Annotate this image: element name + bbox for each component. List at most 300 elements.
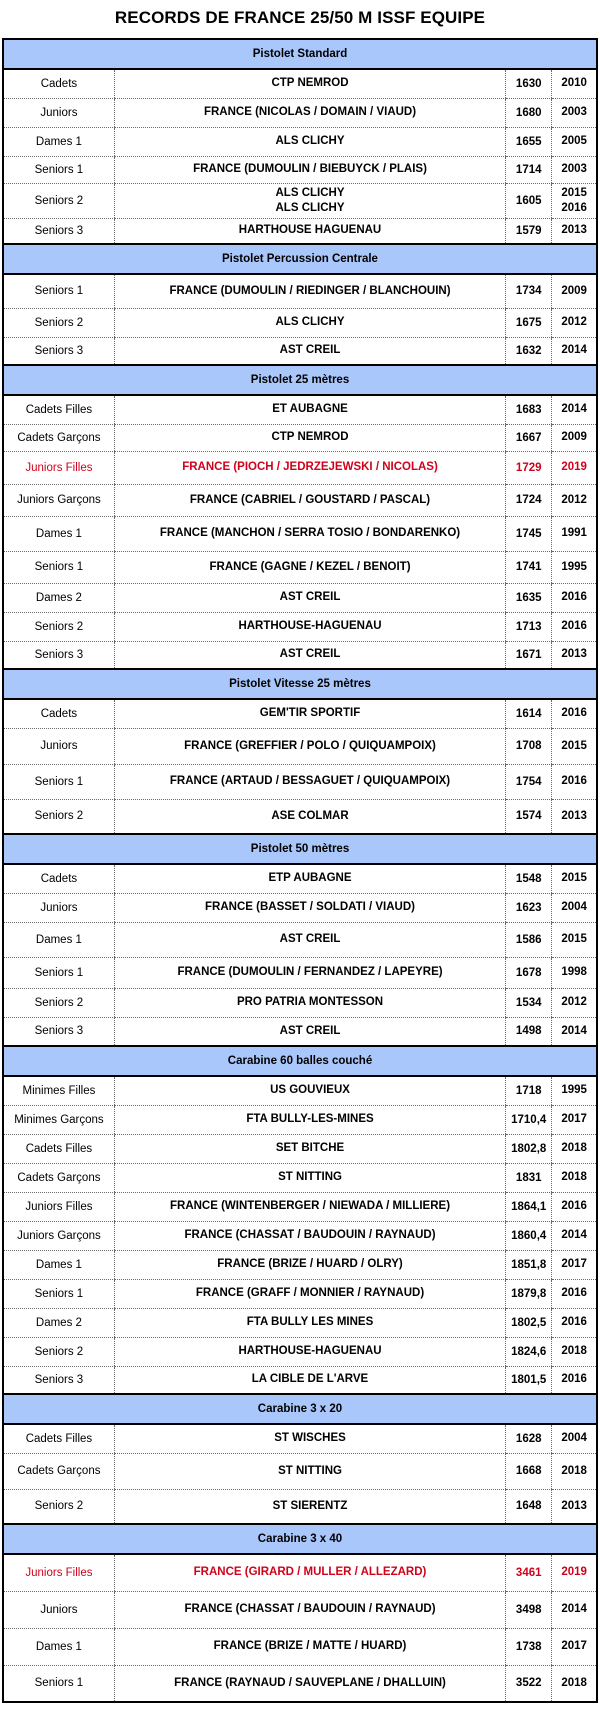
team-name: US GOUVIEUX <box>270 1084 350 1097</box>
year-cell <box>552 516 597 551</box>
year-cell <box>552 274 597 308</box>
score-cell: 1605 <box>506 183 552 218</box>
year-value: 2013 <box>561 648 587 661</box>
year-value: 2015 <box>561 739 587 752</box>
team-name: FRANCE (GREFFIER / POLO / QUIQUAMPOIX) <box>184 739 436 752</box>
year-cell <box>552 395 597 424</box>
category-cell: Juniors Filles <box>3 1192 114 1221</box>
team-cell <box>114 1076 505 1105</box>
year-cell <box>552 183 597 218</box>
section-header-carabine-60-balles-couche <box>3 1046 597 1076</box>
team-name: FTA BULLY LES MINES <box>246 1316 374 1328</box>
record-row <box>3 1105 597 1134</box>
team-name: SET BITCHE <box>275 1142 345 1154</box>
team-name: ST NITTING <box>278 1171 342 1183</box>
year-value: 2016 <box>561 1316 587 1328</box>
team-name: AST CREIL <box>279 933 341 945</box>
score-cell: 1860,4 <box>506 1221 552 1250</box>
section-title: Carabine 3 x 40 <box>3 1524 597 1554</box>
score-cell: 1683 <box>506 395 552 424</box>
section-header-pistolet-50-metres <box>3 834 597 864</box>
year-value: 2016 <box>561 591 587 603</box>
record-row <box>3 183 597 218</box>
year-cell <box>552 699 597 728</box>
section-title: Carabine 3 x 20 <box>3 1394 597 1424</box>
category-cell: Seniors 2 <box>3 183 114 218</box>
score-cell: 1708 <box>506 728 552 764</box>
category-cell: Cadets Garçons <box>3 1163 114 1192</box>
team-name: LA CIBLE DE L'ARVE <box>251 1373 369 1386</box>
score-cell: 1824,6 <box>506 1337 552 1366</box>
team-name: FRANCE (NICOLAS / DOMAIN / VIAUD) <box>203 106 417 118</box>
category-cell: Minimes Filles <box>3 1076 114 1105</box>
category-cell: Dames 1 <box>3 127 114 156</box>
year-cell <box>552 484 597 516</box>
score-cell: 1623 <box>506 893 552 922</box>
record-row <box>3 1279 597 1308</box>
record-row <box>3 127 597 156</box>
team-cell <box>114 1279 505 1308</box>
team-cell <box>114 183 505 218</box>
record-row <box>3 1221 597 1250</box>
year-value: 2018 <box>561 1464 587 1477</box>
team-name: FRANCE (ARTAUD / BESSAGUET / QUIQUAMPOIX) <box>169 775 451 787</box>
team-cell <box>114 799 505 834</box>
record-row <box>3 1134 597 1163</box>
score-cell: 1579 <box>506 218 552 244</box>
team-cell <box>114 424 505 451</box>
team-cell <box>114 988 505 1017</box>
score-cell: 1879,8 <box>506 1279 552 1308</box>
team-name: FTA BULLY-LES-MINES <box>246 1113 374 1125</box>
record-row <box>3 337 597 365</box>
team-cell <box>114 1250 505 1279</box>
category-cell: Seniors 2 <box>3 1489 114 1524</box>
year-value: 2014 <box>561 403 587 416</box>
score-cell: 1635 <box>506 583 552 612</box>
record-row <box>3 395 597 424</box>
team-name: ALS CLICHY <box>275 201 345 214</box>
year-value: 2003 <box>561 106 587 118</box>
team-name: HARTHOUSE-HAGUENAU <box>238 1345 382 1357</box>
category-cell: Seniors 2 <box>3 799 114 834</box>
year-value: 2003 <box>561 163 587 175</box>
team-cell <box>114 1105 505 1134</box>
team-cell <box>114 1308 505 1337</box>
score-cell: 1745 <box>506 516 552 551</box>
team-cell <box>114 127 505 156</box>
team-name: FRANCE (GIRARD / MULLER / ALLEZARD) <box>193 1566 427 1579</box>
record-row <box>3 484 597 516</box>
record-row <box>3 551 597 583</box>
team-name: FRANCE (CHASSAT / BAUDOUIN / RAYNAUD) <box>184 1229 436 1241</box>
team-cell <box>114 1163 505 1192</box>
year-value: 2016 <box>561 775 587 787</box>
team-name: ET AUBAGNE <box>272 403 348 416</box>
record-row <box>3 1489 597 1524</box>
team-name: ST WISCHES <box>274 1432 346 1445</box>
records-table <box>2 38 598 1703</box>
record-row <box>3 156 597 183</box>
record-row <box>3 893 597 922</box>
year-value: 2005 <box>561 135 587 147</box>
section-title: Pistolet Vitesse 25 mètres <box>3 669 597 699</box>
category-cell: Seniors 1 <box>3 551 114 583</box>
record-row <box>3 957 597 988</box>
category-cell: Dames 2 <box>3 1308 114 1337</box>
team-name: HARTHOUSE HAGUENAU <box>238 224 382 237</box>
team-cell <box>114 864 505 893</box>
score-cell: 1713 <box>506 612 552 641</box>
year-value: 2013 <box>561 1499 587 1512</box>
category-cell: Seniors 2 <box>3 1337 114 1366</box>
team-cell <box>114 893 505 922</box>
year-value: 2015 <box>561 933 587 945</box>
year-value: 2013 <box>561 224 587 237</box>
record-row <box>3 1308 597 1337</box>
record-row <box>3 308 597 337</box>
year-cell <box>552 1665 597 1702</box>
team-cell <box>114 1665 505 1702</box>
score-cell: 1678 <box>506 957 552 988</box>
team-cell <box>114 922 505 957</box>
record-row <box>3 516 597 551</box>
year-value: 2016 <box>561 620 587 632</box>
team-name: ALS CLICHY <box>275 186 345 199</box>
year-cell <box>552 1221 597 1250</box>
score-cell: 3498 <box>506 1591 552 1628</box>
team-name: FRANCE (DUMOULIN / FERNANDEZ / LAPEYRE) <box>177 966 443 978</box>
page-title: RECORDS DE FRANCE 25/50 M ISSF EQUIPE <box>114 8 486 27</box>
record-row <box>3 1366 597 1394</box>
team-cell <box>114 728 505 764</box>
category-cell: Juniors <box>3 1591 114 1628</box>
score-cell: 1586 <box>506 922 552 957</box>
category-cell: Cadets Filles <box>3 1134 114 1163</box>
year-value: 2018 <box>561 1142 587 1154</box>
year-cell <box>552 1017 597 1046</box>
team-cell <box>114 641 505 669</box>
team-cell <box>114 1628 505 1665</box>
team-cell <box>114 484 505 516</box>
year-cell <box>552 451 597 484</box>
record-row <box>3 69 597 98</box>
record-row <box>3 864 597 893</box>
year-value: 2016 <box>561 201 587 214</box>
section-title: Carabine 60 balles couché <box>3 1046 597 1076</box>
year-cell <box>552 98 597 127</box>
year-value: 2017 <box>561 1640 587 1652</box>
year-value: 1995 <box>561 560 587 573</box>
year-value: 1995 <box>561 1084 587 1097</box>
team-name: ASE COLMAR <box>271 809 349 822</box>
team-name: FRANCE (DUMOULIN / RIEDINGER / BLANCHOUIN) <box>169 284 451 297</box>
section-header-pistolet-25-metres <box>3 365 597 395</box>
year-cell <box>552 1279 597 1308</box>
team-cell <box>114 957 505 988</box>
year-cell <box>552 864 597 893</box>
section-title: Pistolet Standard <box>3 39 597 69</box>
category-cell: Seniors 2 <box>3 612 114 641</box>
year-value: 2004 <box>561 901 587 913</box>
score-cell: 1741 <box>506 551 552 583</box>
year-value: 1998 <box>561 966 587 978</box>
year-cell <box>552 551 597 583</box>
year-cell <box>552 893 597 922</box>
section-title: Pistolet Percussion Centrale <box>3 244 597 274</box>
category-cell: Juniors Garçons <box>3 484 114 516</box>
category-cell: Dames 1 <box>3 922 114 957</box>
team-name: FRANCE (RAYNAUD / SAUVEPLANE / DHALLUIN) <box>174 1676 446 1689</box>
team-name: AST CREIL <box>279 648 341 661</box>
team-cell <box>114 1337 505 1366</box>
team-name: CTP NEMROD <box>271 431 349 443</box>
team-cell <box>114 612 505 641</box>
category-cell: Cadets Garçons <box>3 1453 114 1489</box>
score-cell: 1710,4 <box>506 1105 552 1134</box>
year-cell <box>552 1453 597 1489</box>
score-cell: 1831 <box>506 1163 552 1192</box>
team-cell <box>114 1221 505 1250</box>
score-cell: 1534 <box>506 988 552 1017</box>
team-name: GEM'TIR SPORTIF <box>259 707 361 720</box>
record-row <box>3 1453 597 1489</box>
year-value: 2019 <box>561 1566 587 1579</box>
record-row <box>3 1250 597 1279</box>
team-cell <box>114 274 505 308</box>
record-row <box>3 612 597 641</box>
year-value: 2016 <box>561 707 587 720</box>
category-cell: Juniors <box>3 893 114 922</box>
score-cell: 1714 <box>506 156 552 183</box>
year-cell <box>552 1250 597 1279</box>
score-cell: 1667 <box>506 424 552 451</box>
year-cell <box>552 1134 597 1163</box>
year-cell <box>552 69 597 98</box>
record-row <box>3 218 597 244</box>
category-cell: Dames 1 <box>3 1250 114 1279</box>
record-row <box>3 922 597 957</box>
team-name: FRANCE (GRAFF / MONNIER / RAYNAUD) <box>195 1287 425 1299</box>
category-cell: Cadets Filles <box>3 395 114 424</box>
record-row <box>3 799 597 834</box>
team-name: HARTHOUSE-HAGUENAU <box>238 620 382 632</box>
team-cell <box>114 583 505 612</box>
category-cell: Cadets <box>3 69 114 98</box>
year-value: 2013 <box>561 809 587 822</box>
section-header-carabine-3-x-20 <box>3 1394 597 1424</box>
team-name: FRANCE (BASSET / SOLDATI / VIAUD) <box>205 901 415 913</box>
record-row <box>3 1554 597 1591</box>
category-cell: Seniors 3 <box>3 641 114 669</box>
team-cell <box>114 337 505 365</box>
score-cell: 1671 <box>506 641 552 669</box>
team-name: AST CREIL <box>279 1024 341 1037</box>
team-cell <box>114 1453 505 1489</box>
category-cell: Cadets Garçons <box>3 424 114 451</box>
score-cell: 1802,8 <box>506 1134 552 1163</box>
team-cell <box>114 1017 505 1046</box>
team-cell <box>114 1591 505 1628</box>
year-cell <box>552 1628 597 1665</box>
year-cell <box>552 1337 597 1366</box>
category-cell: Seniors 3 <box>3 218 114 244</box>
section-header-pistolet-vitesse-25-metres <box>3 669 597 699</box>
category-cell: Juniors Filles <box>3 1554 114 1591</box>
record-row <box>3 274 597 308</box>
year-cell <box>552 1554 597 1591</box>
score-cell: 1574 <box>506 799 552 834</box>
team-name: FRANCE (BRIZE / HUARD / OLRY) <box>217 1258 403 1270</box>
category-cell: Juniors <box>3 728 114 764</box>
score-cell: 1614 <box>506 699 552 728</box>
team-name: FRANCE (CABRIEL / GOUSTARD / PASCAL) <box>189 493 431 506</box>
team-cell <box>114 218 505 244</box>
team-cell <box>114 516 505 551</box>
record-row <box>3 641 597 669</box>
team-name: FRANCE (CHASSAT / BAUDOUIN / RAYNAUD) <box>184 1603 436 1615</box>
category-cell: Seniors 3 <box>3 1366 114 1394</box>
category-cell: Seniors 1 <box>3 764 114 799</box>
team-cell <box>114 764 505 799</box>
record-row <box>3 1628 597 1665</box>
year-value: 2015 <box>561 872 587 885</box>
category-cell: Seniors 3 <box>3 1017 114 1046</box>
year-cell <box>552 1308 597 1337</box>
team-name: FRANCE (PIOCH / JEDRZEJEWSKI / NICOLAS) <box>182 461 438 473</box>
year-value: 2010 <box>561 77 587 90</box>
team-cell <box>114 1134 505 1163</box>
year-cell <box>552 1192 597 1221</box>
team-cell <box>114 1366 505 1394</box>
category-cell: Seniors 2 <box>3 988 114 1017</box>
category-cell: Cadets <box>3 699 114 728</box>
record-row <box>3 764 597 799</box>
year-value: 2012 <box>561 996 587 1008</box>
year-value: 2012 <box>561 316 587 328</box>
category-cell: Juniors Garçons <box>3 1221 114 1250</box>
record-row <box>3 1192 597 1221</box>
team-cell <box>114 699 505 728</box>
record-row <box>3 1076 597 1105</box>
year-cell <box>552 156 597 183</box>
section-header-pistolet-standard <box>3 39 597 69</box>
category-cell: Minimes Garçons <box>3 1105 114 1134</box>
year-value: 2014 <box>561 1603 587 1615</box>
record-row <box>3 583 597 612</box>
year-value: 2014 <box>561 344 587 357</box>
score-cell: 1801,5 <box>506 1366 552 1394</box>
score-cell: 1734 <box>506 274 552 308</box>
record-row <box>3 98 597 127</box>
year-cell <box>552 728 597 764</box>
team-name: ETP AUBAGNE <box>268 872 352 885</box>
year-value: 2015 <box>561 186 587 199</box>
year-value: 2014 <box>561 1229 587 1241</box>
year-cell <box>552 799 597 834</box>
record-row <box>3 1424 597 1453</box>
team-name: FRANCE (MANCHON / SERRA TOSIO / BONDARENKO) <box>159 527 461 539</box>
record-row <box>3 728 597 764</box>
score-cell: 1729 <box>506 451 552 484</box>
section-title: Pistolet 25 mètres <box>3 365 597 395</box>
year-cell <box>552 1366 597 1394</box>
year-cell <box>552 337 597 365</box>
category-cell: Seniors 1 <box>3 957 114 988</box>
score-cell: 1630 <box>506 69 552 98</box>
team-name: ALS CLICHY <box>275 135 345 147</box>
year-value: 2016 <box>561 1200 587 1212</box>
category-cell: Seniors 1 <box>3 1279 114 1308</box>
team-cell <box>114 98 505 127</box>
year-cell <box>552 641 597 669</box>
score-cell: 3461 <box>506 1554 552 1591</box>
score-cell: 1680 <box>506 98 552 127</box>
team-name: FRANCE (WINTENBERGER / NIEWADA / MILLIERE) <box>169 1200 451 1212</box>
record-row <box>3 1337 597 1366</box>
score-cell: 1851,8 <box>506 1250 552 1279</box>
records-body <box>3 39 597 1702</box>
team-cell <box>114 1554 505 1591</box>
section-header-pistolet-percussion-centrale <box>3 244 597 274</box>
category-cell: Cadets Filles <box>3 1424 114 1453</box>
year-cell <box>552 1076 597 1105</box>
team-name: CTP NEMROD <box>271 77 349 90</box>
score-cell: 1628 <box>506 1424 552 1453</box>
year-value: 2019 <box>561 461 587 473</box>
year-cell <box>552 922 597 957</box>
score-cell: 1718 <box>506 1076 552 1105</box>
year-value: 2017 <box>561 1113 587 1125</box>
team-name: ST SIERENTZ <box>272 1499 348 1512</box>
score-cell: 1655 <box>506 127 552 156</box>
team-name: AST CREIL <box>279 591 341 603</box>
category-cell: Dames 2 <box>3 583 114 612</box>
team-cell <box>114 69 505 98</box>
category-cell: Seniors 2 <box>3 308 114 337</box>
year-value: 2009 <box>561 431 587 443</box>
score-cell: 1668 <box>506 1453 552 1489</box>
record-row <box>3 424 597 451</box>
team-name: ST NITTING <box>278 1464 342 1477</box>
year-cell <box>552 1489 597 1524</box>
year-cell <box>552 764 597 799</box>
record-row <box>3 451 597 484</box>
year-cell <box>552 424 597 451</box>
category-cell: Seniors 1 <box>3 1665 114 1702</box>
record-row <box>3 1163 597 1192</box>
category-cell: Juniors Filles <box>3 451 114 484</box>
team-cell <box>114 156 505 183</box>
year-cell <box>552 1591 597 1628</box>
team-cell <box>114 1489 505 1524</box>
score-cell: 1632 <box>506 337 552 365</box>
year-value: 2004 <box>561 1432 587 1445</box>
record-row <box>3 1017 597 1046</box>
year-value: 2012 <box>561 493 587 506</box>
team-cell <box>114 1192 505 1221</box>
category-cell: Dames 1 <box>3 1628 114 1665</box>
score-cell: 3522 <box>506 1665 552 1702</box>
year-cell <box>552 218 597 244</box>
team-cell <box>114 551 505 583</box>
team-name: PRO PATRIA MONTESSON <box>236 996 384 1008</box>
team-name: FRANCE (BRIZE / MATTE / HUARD) <box>213 1640 407 1652</box>
score-cell: 1864,1 <box>506 1192 552 1221</box>
team-name: FRANCE (DUMOULIN / BIEBUYCK / PLAIS) <box>193 163 427 175</box>
section-title: Pistolet 50 mètres <box>3 834 597 864</box>
team-name: ALS CLICHY <box>275 316 345 328</box>
